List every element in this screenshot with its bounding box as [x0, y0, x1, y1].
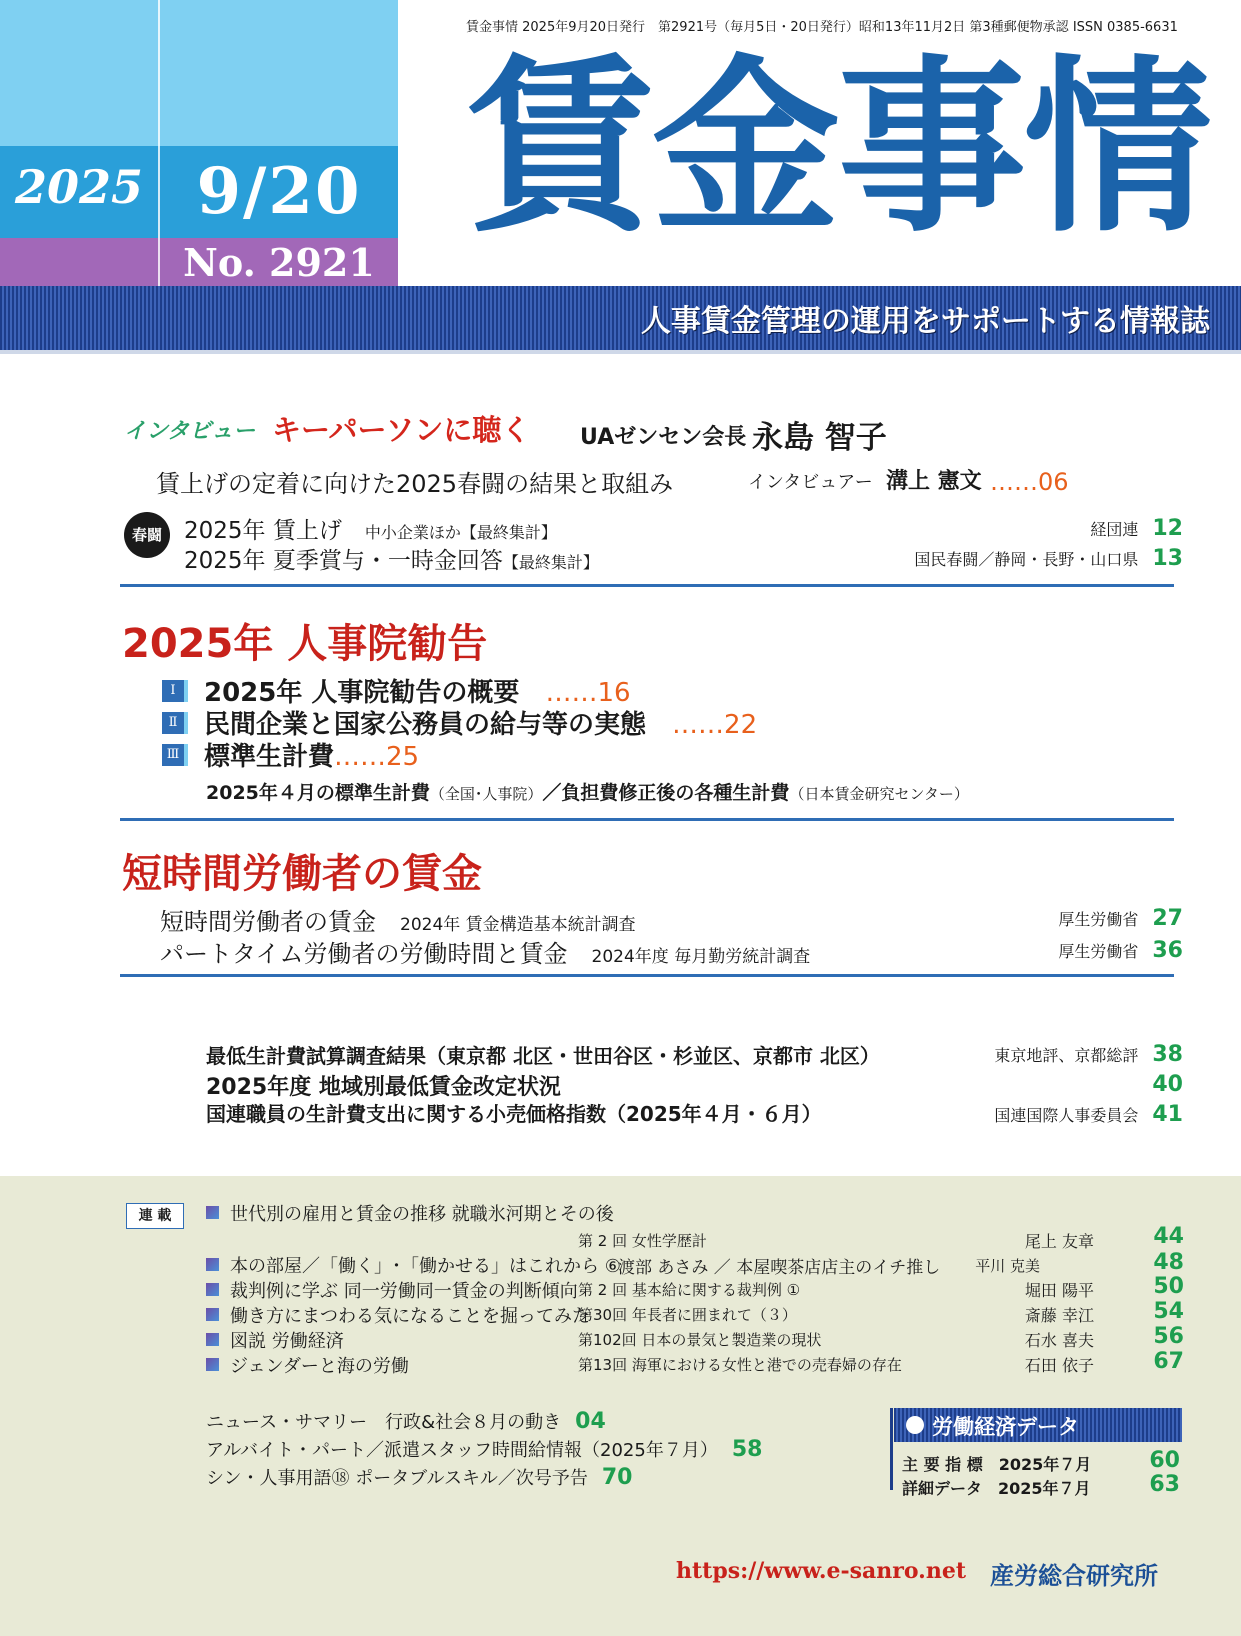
page-number: 12 — [1152, 516, 1183, 541]
serial-episode: 第13回 海軍における女性と港での売春婦の存在 — [578, 1356, 902, 1374]
section1-item-2[interactable]: 民間企業と国家公務員の給与等の実態 ……22 — [204, 710, 758, 740]
roman-badge: Ⅱ — [162, 712, 188, 734]
page-number: 58 — [731, 1437, 763, 1462]
section2-source-1: 厚生労働省 27 — [1058, 906, 1183, 931]
serial-title[interactable]: ジェンダーと海の労働 — [230, 1356, 409, 1377]
page-number: 48 — [1153, 1250, 1184, 1275]
section2-row-2[interactable]: パートタイム労働者の労働時間と賃金 2024年度 毎月勤労統計調査 — [160, 940, 811, 968]
interview-person: 永島 智子 — [752, 420, 887, 456]
news-item-2[interactable]: アルバイト・パート／派遣スタッフ時間給情報（2025年７月） 58 — [206, 1437, 763, 1462]
misc-source-1: 東京地評、京都総評 38 — [994, 1042, 1183, 1067]
roman-badge: Ⅰ — [162, 680, 188, 702]
masthead-title: 賃金事情 — [466, 39, 1210, 258]
page-number: 54 — [1153, 1299, 1184, 1324]
serial-title[interactable]: 世代別の雇用と賃金の推移 就職氷河期とその後 — [230, 1204, 614, 1225]
page-number: 67 — [1153, 1349, 1184, 1374]
section2-title: 短時間労働者の賃金 — [122, 851, 482, 897]
interview-page[interactable]: ……06 — [990, 468, 1069, 496]
page-number: 04 — [575, 1409, 606, 1434]
shunto-sub: 【最終集計】 — [502, 553, 599, 572]
news-item-3[interactable]: シン・人事用語⑱ ポータブルスキル／次号予告 70 — [206, 1465, 633, 1490]
bullet-icon — [206, 1206, 219, 1219]
page-number: 36 — [1152, 938, 1183, 963]
serial-author: 石水 喜夫 — [1024, 1331, 1094, 1350]
serial-title[interactable]: 図説 労働経済 — [230, 1331, 344, 1352]
serial-author: 斎藤 幸江 — [1024, 1306, 1094, 1325]
bullet-icon — [206, 1258, 219, 1271]
page-number: 40 — [1152, 1072, 1183, 1097]
labor-data-row[interactable]: 詳細データ 2025年７月 — [902, 1479, 1091, 1498]
page-number: 41 — [1152, 1102, 1183, 1127]
shunto-title: 2025年 賃上げ — [184, 518, 342, 544]
serial-label: 連 載 — [126, 1203, 184, 1229]
misc-source-3: 国連国際人事委員会 41 — [994, 1102, 1183, 1127]
shunto-title: 2025年 夏季賞与・一時金回答 — [184, 548, 503, 574]
news-item-1[interactable]: ニュース・サマリー 行政&社会８月の動き 04 — [206, 1409, 606, 1434]
circle-icon — [906, 1416, 924, 1434]
interview-title: キーパーソンに聴く — [272, 413, 531, 447]
misc-item-3[interactable]: 国連職員の生計費支出に関する小売価格指数（2025年４月・６月） — [206, 1102, 822, 1126]
serial-author: 石田 依子 — [1024, 1356, 1094, 1375]
header-light-block — [0, 0, 398, 146]
serial-episode: 第 2 回 女性学歴計 — [578, 1232, 707, 1250]
page-number: 63 — [1149, 1472, 1180, 1497]
bullet-icon — [206, 1283, 219, 1296]
page-number: 13 — [1152, 546, 1183, 571]
serial-episode: 第30回 年長者に囲まれて（３） — [578, 1306, 797, 1324]
page-number: 50 — [1153, 1274, 1184, 1299]
publisher-name: 産労総合研究所 — [990, 1561, 1158, 1590]
bullet-icon — [206, 1333, 219, 1346]
shunto-source-1: 経団連 12 — [1090, 516, 1183, 541]
shunto-sub: 中小企業ほか【最終集計】 — [364, 523, 557, 542]
page-number: 60 — [1149, 1448, 1180, 1473]
shunto-badge: 春闘 — [124, 512, 170, 558]
serial-title[interactable]: 裁判例に学ぶ 同一労働同一賃金の判断傾向 — [230, 1281, 578, 1302]
section-divider — [120, 974, 1174, 977]
serial-author: 平川 克美 — [975, 1257, 1040, 1275]
page-number: 38 — [1152, 1042, 1183, 1067]
page-number: 44 — [1153, 1224, 1184, 1249]
section1-item-3[interactable]: 標準生計費……25 — [204, 742, 420, 772]
section2-row-1[interactable]: 短時間労働者の賃金 2024年 賃金構造基本統計調査 — [160, 908, 636, 936]
roman-badge: Ⅲ — [162, 744, 188, 766]
serial-episode: 渡部 あさみ ／ 本屋喫茶店店主のイチ推し — [618, 1258, 941, 1278]
page-number: 70 — [601, 1465, 633, 1490]
shunto-row-1[interactable] — [184, 512, 557, 545]
bullet-icon — [206, 1358, 219, 1371]
section2-source-2: 厚生労働省 36 — [1058, 938, 1183, 963]
interview-role: UAゼンセン会長 — [580, 425, 747, 450]
section1-item-1[interactable]: 2025年 人事院勧告の概要 ……16 — [204, 678, 631, 708]
misc-item-2[interactable]: 2025年度 地域別最低賃金改定状況 — [206, 1075, 561, 1100]
page-number: 27 — [1152, 906, 1183, 931]
serial-episode: 第102回 日本の景気と製造業の現状 — [578, 1331, 822, 1349]
tagline: 人事賃金管理の運用をサポートする情報誌 — [640, 304, 1210, 339]
section-divider — [120, 818, 1174, 821]
labor-data-row[interactable]: 主 要 指 標 2025年７月 — [902, 1455, 1092, 1474]
website-link[interactable]: https://www.e-sanro.net — [676, 1558, 966, 1584]
serial-title[interactable]: 本の部屋／「働く」･「働かせる」はこれから ⑥ — [230, 1256, 621, 1277]
issue-year: 2025 — [14, 160, 144, 214]
interviewer-label: インタビュアー — [748, 472, 873, 493]
issue-number: No. 2921 — [183, 240, 375, 285]
interview-label: インタビュー — [124, 419, 256, 444]
misc-item-1[interactable]: 最低生計費試算調査結果（東京都 北区・世田谷区・杉並区、京都市 北区） — [206, 1044, 880, 1068]
interviewer-name: 溝上 憲文 — [886, 469, 982, 494]
tagline-band-edge — [0, 350, 1241, 354]
serial-title[interactable]: 働き方にまつわる気になることを掘ってみた — [230, 1306, 590, 1327]
section-divider — [120, 584, 1174, 587]
bullet-icon — [206, 1308, 219, 1321]
publication-info: 賃金事情 2025年9月20日発行 第2921号（毎月5日・20日発行）昭和13年11月2日 第3種郵便物承認 ISSN 0385-6631 — [466, 20, 1178, 35]
labor-data-title: 労働経済データ — [932, 1414, 1079, 1439]
shunto-source-2: 国民春闘／静岡・長野・山口県 13 — [914, 546, 1183, 571]
interview-subtitle: 賃上げの定着に向けた2025春闘の結果と取組み — [156, 470, 674, 498]
misc-source-2 — [1138, 1072, 1183, 1097]
serial-author: 尾上 友章 — [1024, 1232, 1094, 1251]
section1-subline: 2025年４月の標準生計費（全国･人事院）／負担費修正後の各種生計費（日本賃金研究センター） — [206, 782, 969, 804]
shunto-row-2[interactable] — [184, 542, 599, 575]
page-number: 56 — [1153, 1324, 1184, 1349]
serial-episode: 第 2 回 基本給に関する裁判例 ① — [578, 1281, 801, 1299]
labor-data-frame — [890, 1408, 893, 1490]
serial-author: 堀田 陽平 — [1024, 1281, 1094, 1300]
issue-date: 9/20 — [196, 154, 362, 229]
section1-title: 2025年 人事院勧告 — [122, 621, 488, 667]
